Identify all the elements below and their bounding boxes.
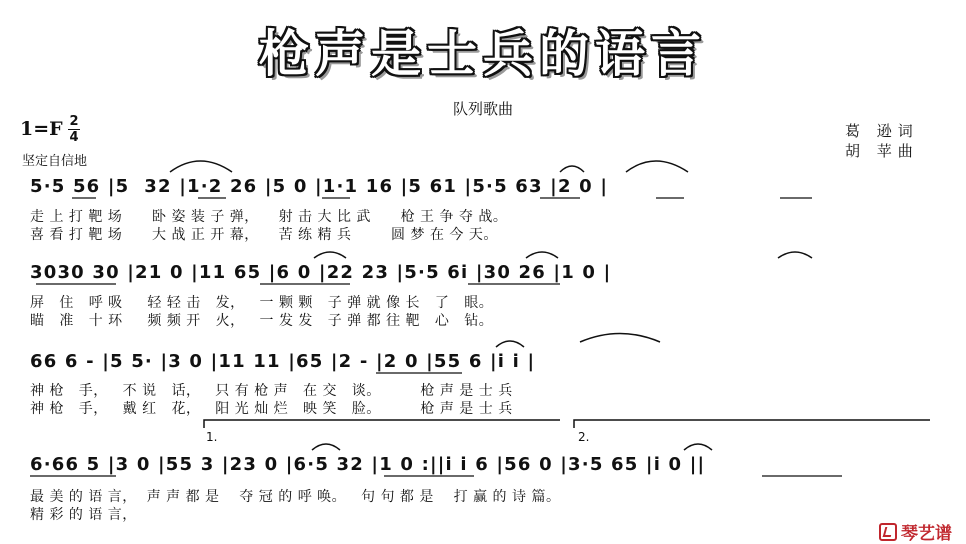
lyric-row-4-verse-1: 最 美 的 语 言， 声 声 都 是 夺 冠 的 呼 唤。 句 句 都 是 打 赢 的 诗 篇。 (30, 489, 561, 505)
lyric-row-1-verse-2: 喜 看 打 靶 场 大 战 正 开 幕， 苦 练 精 兵 圆 梦 在 今 天。 (30, 227, 498, 243)
slur-mark (496, 341, 524, 347)
slur-mark (560, 166, 584, 172)
notation-row-4: 6·66 5 |3 0 |55 3 |23 0 |6·5 32 |1 0 :||i i 6 |56 0 |3·5 65 |i 0 || (30, 454, 706, 475)
slur-mark (312, 444, 340, 450)
song-subtitle: 队列歌曲 (452, 100, 513, 118)
second-ending-label: 2. (578, 430, 590, 444)
slur-mark (170, 161, 232, 172)
lyric-row-2-verse-1: 屏 住 呼 吸 轻 轻 击 发， 一 颗 颗 子 弹 就 像 长 了 眼。 (30, 295, 494, 311)
lyric-row-1-verse-1: 走 上 打 靶 场 卧 姿 装 子 弹， 射 击 大 比 武 枪 王 争 夺 战。 (30, 209, 508, 225)
slur-mark (526, 252, 558, 258)
notation-row-2: 3030 30 |21 0 |11 65 |6 0 |22 23 |5·5 6i |30 26 |1 0 | (30, 262, 612, 283)
time-signature-top: 2 (69, 114, 79, 129)
watermark (879, 519, 952, 544)
lyric-row-3-verse-1: 神 枪 手， 不 说 话， 只 有 枪 声 在 交 谈。 枪 声 是 士 兵 (30, 383, 513, 399)
lyric-row-2-verse-2: 瞄 准 十 环 频 频 开 火， 一 发 发 子 弹 都 往 靶 心 钻。 (30, 313, 494, 329)
watermark-text: 琴艺谱 (901, 524, 952, 544)
key-signature: 1=F (20, 118, 63, 140)
tie-mark (580, 334, 660, 343)
time-signature-bottom: 4 (69, 130, 79, 145)
slur-mark (778, 252, 812, 258)
lyric-row-3-verse-2: 神 枪 手， 戴 红 花， 阳 光 灿 烂 映 笑 脸。 枪 声 是 士 兵 (30, 401, 513, 417)
composer-credit: 胡 苹曲 (845, 142, 919, 160)
first-ending-bracket (204, 420, 560, 428)
notation-row-3: 66 6 - |5 5· |3 0 |11 11 |65 |2 - |2 0 |55 6 |i i | (30, 351, 536, 372)
tempo-marking: 坚定自信地 (22, 154, 88, 169)
second-ending-bracket (574, 420, 930, 428)
first-ending-label: 1. (206, 430, 218, 444)
lyric-row-4-verse-2: 精 彩 的 语 言， (30, 507, 137, 523)
song-title: 枪声是士兵的语言 (259, 25, 707, 83)
notation-row-1: 5·5 56 |5 32 |1·2 26 |5 0 |1·1 16 |5 61 |5·5 63 |2 0 | (30, 176, 609, 197)
slur-mark (684, 444, 712, 450)
lyricist-credit: 葛 逊词 (845, 122, 919, 140)
watermark-logo-icon (879, 523, 897, 541)
slur-mark (626, 161, 688, 172)
slur-mark (314, 252, 346, 258)
